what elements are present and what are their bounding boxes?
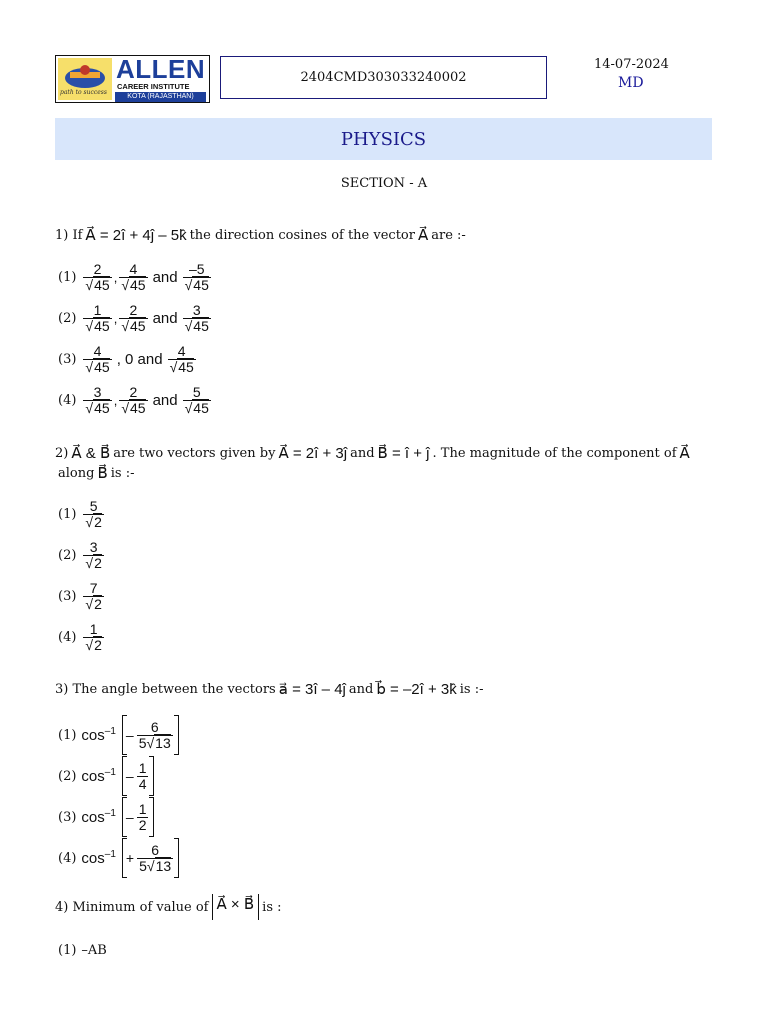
q1-option-2[interactable]: (2) 1 √45 , 2 √45 and 3 √45 bbox=[58, 302, 209, 334]
question-3: 3) The angle between the vectors a⃗ = 3î – 4ĵ and b⃗ = –2î + 3k̂ is :- bbox=[55, 681, 484, 698]
q2-option-3[interactable]: (3) 7 √2 bbox=[58, 580, 102, 612]
q1-option-3[interactable]: (3) 4 √45 , 0 and 4 √45 bbox=[58, 343, 194, 375]
logo-subtitle: CAREER INSTITUTE bbox=[117, 82, 190, 91]
q3-option-2[interactable]: (2) $\cos^{-1}$ – 1 4 bbox=[58, 756, 154, 796]
q2-vectors: A⃗ & B⃗ bbox=[71, 445, 111, 462]
subject-title: PHYSICS bbox=[340, 128, 427, 150]
q2-expression-a: A⃗ = 2î + 3ĵ bbox=[278, 445, 348, 462]
exam-date: 14-07-2024 bbox=[594, 57, 669, 72]
q1-option-4[interactable]: (4) 3 √45 , 2 √45 and 5 √45 bbox=[58, 384, 209, 416]
q1-vector-expression: A⃗ = 2î + 4ĵ – 5k̂ bbox=[85, 227, 187, 244]
q4-cross-product: A⃗ × B⃗ bbox=[212, 894, 260, 920]
question-4: 4) Minimum of value of A⃗ × B⃗ is : bbox=[55, 894, 282, 920]
exam-stream: MD bbox=[618, 75, 644, 91]
q3-expression-a: a⃗ = 3î – 4ĵ bbox=[278, 681, 346, 698]
logo-brand: ALLEN bbox=[116, 55, 206, 84]
allen-logo bbox=[55, 55, 210, 103]
q1-vector: A⃗ bbox=[417, 227, 429, 244]
subject-banner bbox=[55, 118, 712, 160]
q2-option-2[interactable]: (2) 3 √2 bbox=[58, 539, 102, 571]
question-2: 2) A⃗ & B⃗ are two vectors given by A⃗ = 2î + 3ĵ and B⃗ = î + ĵ . The magnitude of the component of A⃗ bbox=[55, 445, 690, 462]
q1-prefix: 1) If bbox=[55, 227, 83, 243]
q2-option-4[interactable]: (4) 1 √2 bbox=[58, 621, 102, 653]
q2-option-1[interactable]: (1) 5 √2 bbox=[58, 498, 102, 530]
q1-option-1[interactable]: (1) 2 √45 , 4 √45 and –5 √45 bbox=[58, 261, 209, 293]
paper-code-box bbox=[220, 56, 547, 99]
q1-text: the direction cosines of the vector bbox=[189, 227, 415, 243]
logo-tagline: path to success bbox=[60, 89, 107, 96]
q3-expression-b: b⃗ = –2î + 3k̂ bbox=[376, 681, 457, 698]
q3-option-1[interactable]: (1) $\cos^{-1}$ – 6 5√13 bbox=[58, 715, 179, 755]
q4-option-1[interactable]: (1) –AB bbox=[58, 943, 107, 958]
paper-code: 2404CMD303033240002 bbox=[300, 70, 467, 85]
q3-option-4[interactable]: (4) $\cos^{-1}$ + $\frac{6}{5√13}$ bbox=[58, 838, 179, 878]
q2-expression-b: B⃗ = î + ĵ bbox=[377, 445, 430, 462]
q1-text-end: are :- bbox=[431, 227, 466, 243]
question-2-line-2: along B⃗ is :- bbox=[58, 465, 135, 482]
section-heading: SECTION - A bbox=[340, 176, 428, 191]
logo-location: KOTA (RAJASTHAN) bbox=[115, 92, 206, 102]
question-1 bbox=[55, 226, 466, 244]
q3-option-3[interactable]: (3) $\cos^{-1}$ – 1 2 bbox=[58, 797, 154, 837]
